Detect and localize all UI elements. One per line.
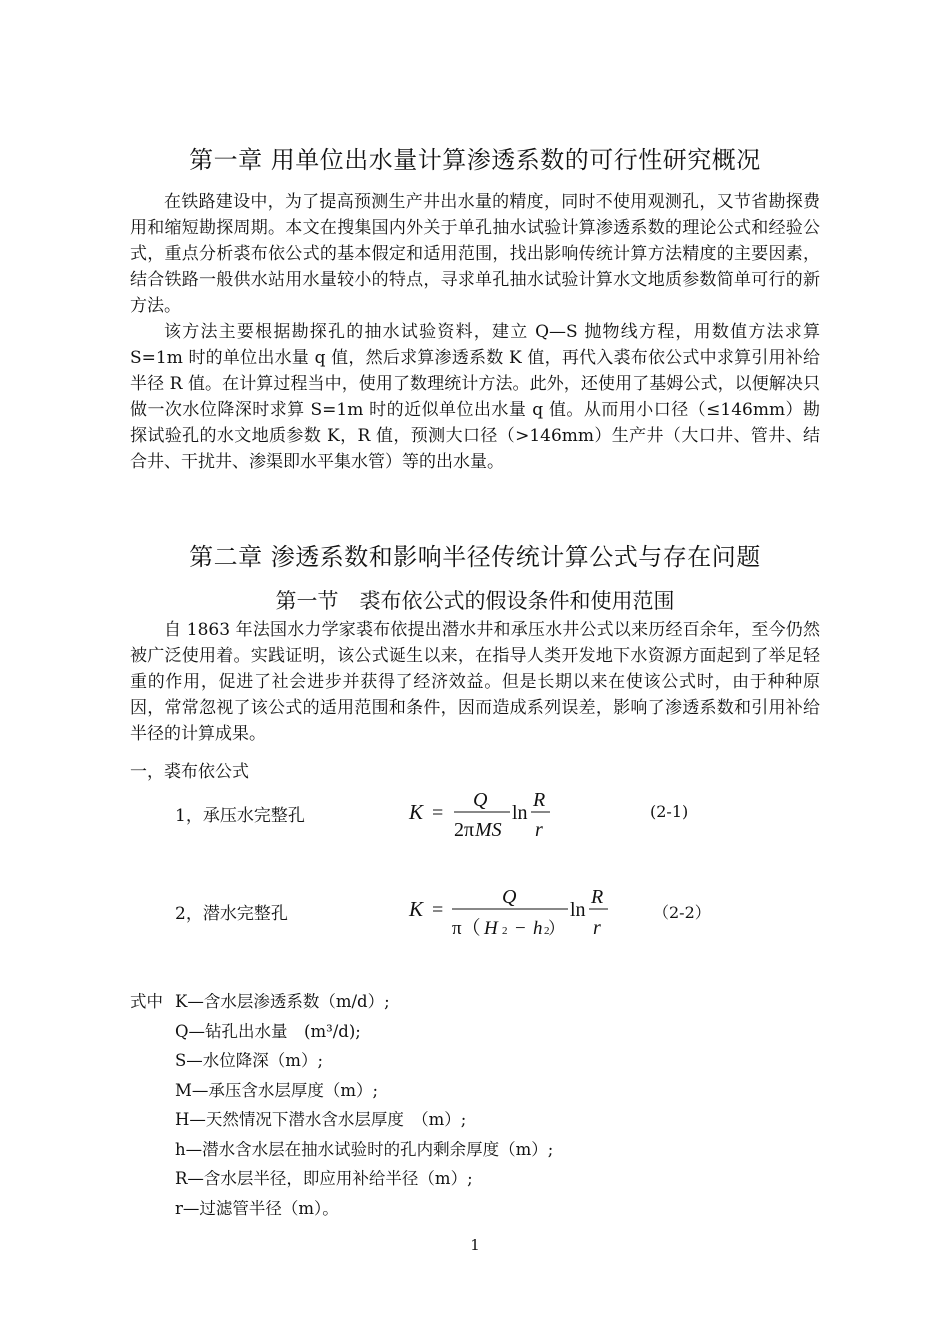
subheading-dupuit-formula: 一，裘布依公式	[130, 762, 249, 782]
formula-2-exponent-2: 2	[544, 925, 550, 937]
paragraph: 该方法主要根据勘探孔的抽水试验资料，建立 Q—S 抛物线方程，用数值方法求算 S=1m 时的单位出水量 q 值，然后求算渗透系数 K 值，再代入裘布依公式中求算引用补给半径 R 值。在计算过程当中，使用了数理统计方法。此外，还使用了基姆公式，以便解决只做一次水位降深时求算 S=1m 时的近似单位出水量 q 值。从而用小口径（≤146mm）勘探试验孔的水文地质参数 K，R 值，预测大口径（>146mm）生产井（大口井、管井、结合井、干扰井、渗渠即水平集水管）等的出水量。	[130, 322, 820, 472]
formula-1-ln: ln	[512, 802, 528, 824]
formula-2-numerator: Q	[502, 886, 517, 908]
page-number: 1	[470, 1236, 480, 1254]
definition-k: K—含水层渗透系数（m/d）;	[175, 992, 390, 1011]
formula-2	[405, 880, 625, 942]
formula-1-equals: =	[432, 802, 444, 824]
formula-1-lhs: K	[409, 800, 424, 824]
formula-2-lhs: K	[409, 897, 424, 921]
formula-1-numerator: Q	[473, 789, 488, 811]
formula-1-denominator-ms: MS	[475, 819, 502, 841]
formula-2-minus: −	[515, 918, 526, 939]
formula-1	[405, 783, 585, 843]
section-1-title: 第一节 裘布依公式的假设条件和使用范围	[275, 589, 675, 613]
formula-2-exponent-1: 2	[502, 925, 508, 937]
formula-2-denominator-pi: π（	[452, 918, 481, 939]
formula-2-label: 2，潜水完整孔	[175, 904, 288, 924]
formula-2-r-denominator: r	[593, 917, 601, 939]
definitions-lead: 式中	[130, 992, 163, 1011]
formula-2-denominator-H: H	[484, 918, 498, 939]
chapter-2-title: 第二章 渗透系数和影响半径传统计算公式与存在问题	[189, 543, 761, 571]
formula-1-label: 1，承压水完整孔	[175, 806, 305, 826]
formula-2-ln: ln	[570, 899, 586, 921]
definition-q: Q—钻孔出水量 (m³/d);	[175, 1021, 361, 1041]
definition-m: M—承压含水层厚度（m）;	[175, 1080, 379, 1100]
formula-1-number: (2-1)	[650, 802, 689, 821]
definition-s: S—水位降深（m）;	[175, 1051, 324, 1070]
paragraph: 在铁路建设中，为了提高预测生产井出水量的精度，同时不使用观测孔，又节省勘探费用和缩短勘探周期。本文在搜集国内外关于单孔抽水试验计算渗透系数的理论公式和经验公式，重点分析裘布依公式的基本假定和适用范围，找出影响传统计算方法精度的主要因素，结合铁路一般供水站用水量较小的特点，寻求单孔抽水试验计算水文地质参数简单可行的新方法。	[130, 192, 820, 316]
paragraph: 自 1863 年法国水力学家裘布依提出潜水井和承压水井公式以来历经百余年，至今仍然被广泛使用着。实践证明，该公式诞生以来，在指导人类开发地下水资源方面起到了举足轻重的作用，促进了社会进步并获得了经济效益。但是长期以来在使该公式时，由于种种原因，常常忽视了该公式的适用范围和条件，因而造成系列误差，影响了渗透系数和引用补给半径的计算成果。	[130, 620, 820, 744]
formula-2-close-paren: ）	[548, 919, 565, 938]
formula-2-equals: =	[432, 899, 444, 921]
formula-2-denominator-h: h	[533, 918, 543, 939]
section-1-body	[130, 617, 820, 747]
chapter-1-title: 第一章 用单位出水量计算渗透系数的可行性研究概况	[189, 146, 761, 174]
formula-2-r-numerator: R	[591, 886, 604, 908]
formula-1-r-denominator: r	[535, 819, 543, 841]
formula-2-number: （2-2）	[653, 903, 711, 922]
definition-row	[130, 987, 820, 1017]
definition-h: h—潜水含水层在抽水试验时的孔内剩余厚度（m）;	[175, 1139, 554, 1159]
definition-R: R—含水层半径，即应用补给半径（m）;	[175, 1169, 473, 1188]
formula-1-denominator-pi: 2π	[454, 819, 475, 841]
definition-r: r—过滤管半径（m）。	[175, 1198, 339, 1218]
variable-definitions	[130, 987, 820, 1223]
formula-1-r-numerator: R	[533, 789, 546, 811]
definition-H: H—天然情况下潜水含水层厚度 （m）;	[175, 1110, 467, 1129]
chapter-1-body	[130, 189, 820, 475]
